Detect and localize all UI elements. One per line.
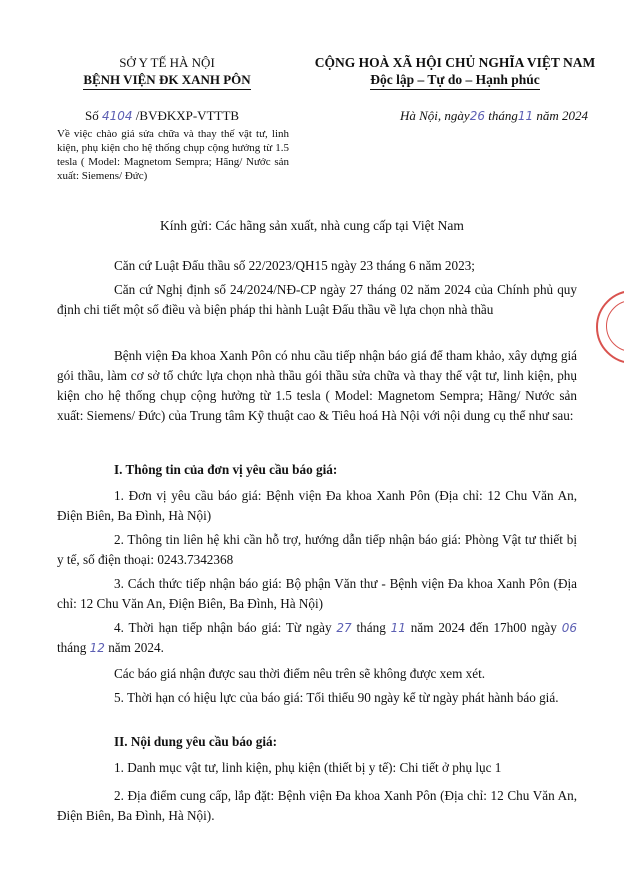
- date-month: 11: [517, 109, 534, 123]
- section-1-item-1: 1. Đơn vị yêu cầu báo giá: Bệnh viện Đa khoa Xanh Pôn (Địa chỉ: 12 Chu Văn An, Điện Biên, Ba Đình, Hà Nội): [57, 488, 577, 523]
- document-number-prefix: Số: [85, 108, 99, 123]
- legal-basis-2: Căn cứ Nghị định số 24/2024/NĐ-CP ngày 27 tháng 02 năm 2024 của Chính phủ quy định chi tiết một số điều và biện pháp thi hành Luật Đấu thầu về lựa chọn nhà thầu: [57, 282, 577, 317]
- item-4-text-2: tháng: [356, 620, 386, 635]
- item-4-end-day: 06: [561, 621, 578, 635]
- recipient-line: Kính gửi: Các hãng sản xuất, nhà cung cấp tại Việt Nam: [160, 218, 464, 233]
- document-subject: Về việc chào giá sửa chữa và thay thế vật tư, linh kiện, phụ kiện cho hệ thống chụp cộng hưởng từ 1.5 tesla ( Model: Magnetom Sempra; Hãng/ Nước sản xuất: Siemens/ Đức): [57, 128, 289, 182]
- item-4-text-1: 4. Thời hạn tiếp nhận báo giá: Từ ngày: [114, 620, 332, 635]
- document-number-suffix: /BVĐKXP-VTTTB: [135, 108, 240, 123]
- red-seal-stamp: [596, 290, 624, 364]
- section-1-item-5: 5. Thời hạn có hiệu lực của báo giá: Tối thiểu 90 ngày kể từ ngày phát hành báo giá.: [114, 690, 559, 705]
- issuer-name: BỆNH VIỆN ĐK XANH PÔN: [83, 71, 250, 90]
- national-motto: Độc lập – Tự do – Hạnh phúc: [370, 71, 540, 90]
- item-4-start-day: 27: [336, 621, 352, 635]
- section-1-item-2: 2. Thông tin liên hệ khi cần hỗ trợ, hướng dẫn tiếp nhận báo giá: Phòng Vật tư thiết bị y tế, số điện thoại: 0243.7342368: [57, 532, 577, 567]
- red-seal-inner-ring: [606, 300, 624, 352]
- intro-paragraph: Bệnh viện Đa khoa Xanh Pôn có nhu cầu tiếp nhận báo giá để tham khảo, xây dựng giá gói thầu, làm cơ sở tổ chức lựa chọn nhà thầu gói thầu sửa chữa và thay thế vật tư, linh kiện, phụ kiện cho hệ thống chụp cộng hưởng từ 1.5 tesla ( Model: Magnetom Sempra; Hãng/ Nước sản xuất: Siemens/ Đức) của Trung tâm Kỹ thuật cao & Tiêu hoá Hà Nội với nội dung cụ thể như sau:: [57, 348, 577, 423]
- item-4-start-month: 11: [390, 621, 406, 635]
- document-number-handwritten: 4104: [101, 109, 133, 123]
- legal-basis-1: Căn cứ Luật Đấu thầu số 22/2023/QH15 ngày 23 tháng 6 năm 2023;: [114, 258, 475, 273]
- document-number: [85, 108, 239, 124]
- date-month-label: tháng: [488, 108, 518, 123]
- issuer-header: [62, 54, 272, 90]
- section-2-item-1: 1. Danh mục vật tư, linh kiện, phụ kiện (thiết bị y tế): Chi tiết ở phụ lục 1: [114, 760, 502, 775]
- section-2-heading: II. Nội dung yêu cầu báo giá:: [114, 734, 278, 749]
- document-date: [400, 108, 588, 124]
- issuer-parent-org: SỞ Y TẾ HÀ NỘI: [119, 55, 215, 70]
- item-4-text-3: năm 2024 đến 17h00 ngày: [410, 620, 557, 635]
- section-1-note: Các báo giá nhận được sau thời điểm nêu trên sẽ không được xem xét.: [114, 666, 486, 681]
- date-place: Hà Nội, ngày: [400, 108, 470, 123]
- date-year: năm 2024: [536, 108, 589, 123]
- section-1-item-3: 3. Cách thức tiếp nhận báo giá: Bộ phận Văn thư - Bệnh viện Đa khoa Xanh Pôn (Địa chỉ: 12 Chu Văn An, Điện Biên, Ba Đình, Hà Nội): [57, 576, 577, 611]
- national-header: [290, 54, 620, 90]
- item-4-text-5: năm 2024.: [108, 640, 164, 655]
- national-title: CỘNG HOÀ XÃ HỘI CHỦ NGHĨA VIỆT NAM: [314, 55, 596, 70]
- section-1-item-4: [57, 618, 577, 658]
- section-1-heading: I. Thông tin của đơn vị yêu cầu báo giá:: [114, 462, 338, 477]
- item-4-end-month: 12: [89, 641, 105, 655]
- date-day: 26: [469, 109, 485, 123]
- item-4-text-4: tháng: [57, 640, 87, 655]
- section-2-item-2: 2. Địa điểm cung cấp, lắp đặt: Bệnh viện Đa khoa Xanh Pôn (Địa chỉ: 12 Chu Văn An, Điện Biên, Ba Đình, Hà Nội).: [57, 788, 577, 823]
